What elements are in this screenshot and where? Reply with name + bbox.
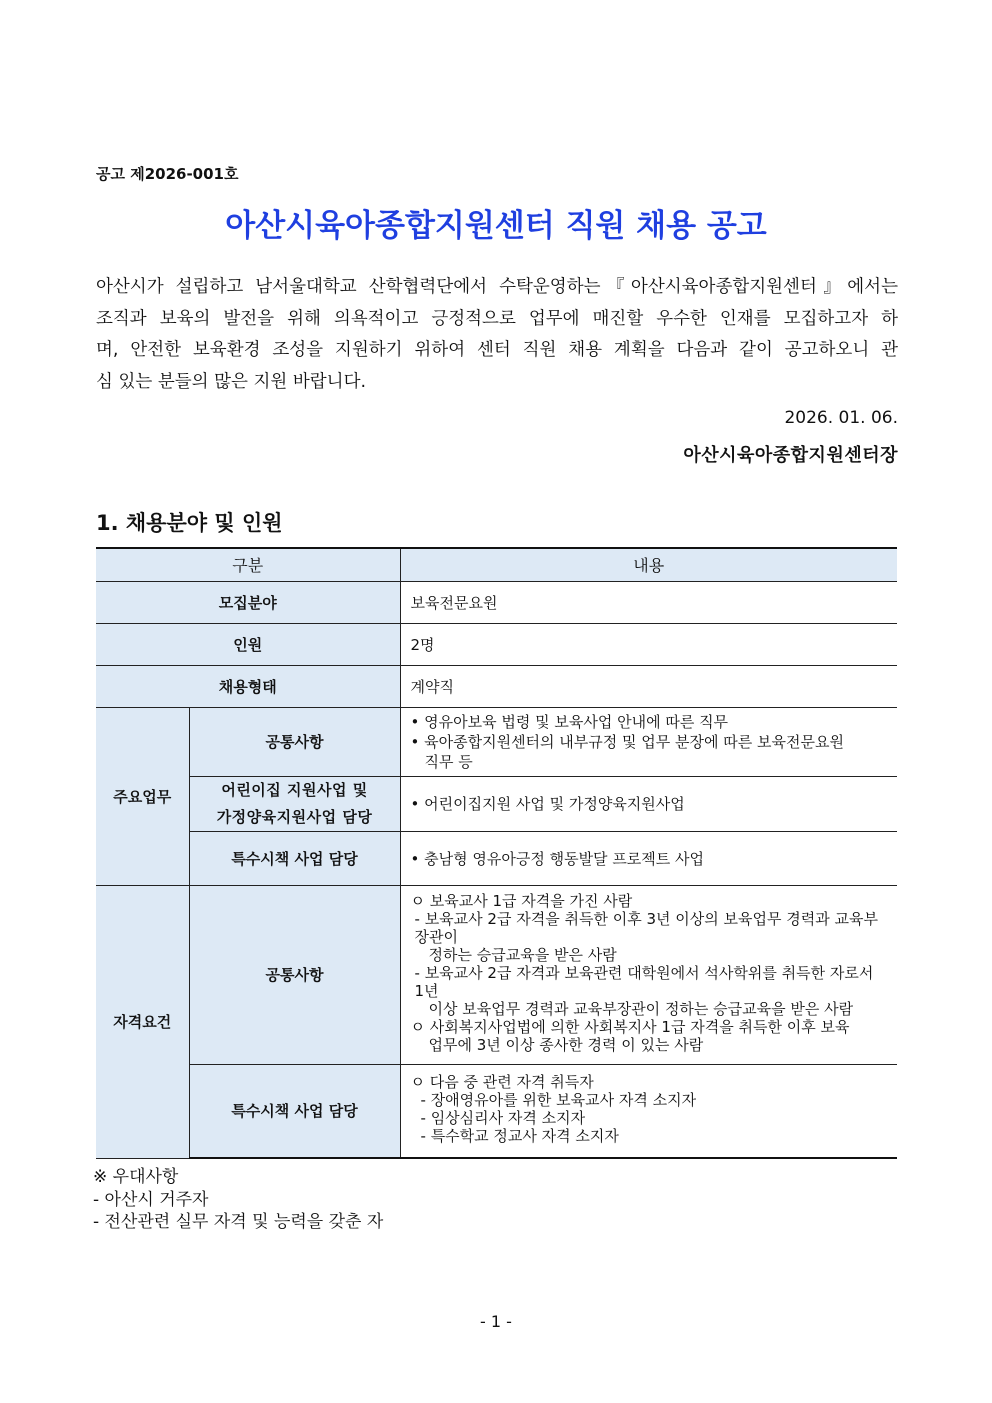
intro-line: 조직과 보육의 발전을 위해 의욕적이고 긍정적으로 업무에 매진할 우수한 인재를 모집하고자 하	[96, 308, 898, 329]
note-line: - 전산관련 실무 자격 및 능력을 갖춘 자	[93, 1212, 384, 1232]
duties-common-value	[400, 707, 897, 776]
list-item: ㅇ 사회복지사업법에 의한 사회복지사 1급 자격을 취득한 이후 보육	[410, 1017, 850, 1036]
list-item: ㅇ 보육교사 1급 자격을 가진 사람	[410, 891, 633, 910]
list-item: 정하는 승급교육을 받은 사람	[428, 945, 617, 964]
preference-notes	[93, 1166, 383, 1234]
employment-type-label: 채용형태	[96, 665, 400, 707]
note-line: - 아산시 거주자	[93, 1189, 209, 1210]
page-title: 아산시육아종합지원센터 직원 채용 공고	[225, 208, 767, 244]
label-line: 어린이집 지원사업 및	[221, 780, 368, 799]
header-content: 내용	[400, 548, 897, 581]
list-item: • 육아종합지원센터의 내부규정 및 업무 분장에 따른 보육전문요원	[410, 732, 844, 751]
recruit-field-label: 모집분야	[96, 581, 400, 623]
list-item: 직무 등	[424, 752, 473, 771]
list-item: - 보육교사 2급 자격과 보육관련 대학원에서 석사학위를 취득한 자로서 1년	[414, 963, 874, 1000]
intro-line: 심 있는 분들의 많은 지원 바랍니다.	[96, 371, 367, 392]
list-item: 업무에 3년 이상 종사한 경력 이 있는 사람	[428, 1035, 704, 1054]
list-item: - 특수학교 정교사 자격 소지자	[420, 1126, 619, 1145]
intro-paragraph	[96, 272, 898, 398]
list-item: - 임상심리사 자격 소지자	[420, 1108, 586, 1127]
signer: 아산시육아종합지원센터장	[683, 445, 898, 466]
announcement-date: 2026. 01. 06.	[784, 408, 898, 428]
recruit-field-value: 보육전문요원	[400, 581, 897, 623]
duties-special-label: 특수시책 사업 담당	[189, 831, 400, 885]
qual-special-value	[400, 1064, 897, 1158]
employment-type-value: 계약직	[400, 665, 897, 707]
list-item: • 영유아보육 법령 및 보육사업 안내에 따른 직무	[410, 712, 729, 731]
headcount-label: 인원	[96, 623, 400, 665]
duties-label: 주요업무	[96, 707, 189, 885]
qualifications-label: 자격요건	[96, 885, 189, 1158]
intro-line: 며, 안전한 보육환경 조성을 지원하기 위하여 센터 직원 채용 계획을 다음과 같이 공고하오니 관	[96, 340, 898, 360]
duties-special-value: • 충남형 영유아긍정 행동발달 프로젝트 사업	[400, 831, 897, 885]
header-category: 구분	[96, 548, 400, 581]
section-heading: 1. 채용분야 및 인원	[96, 511, 283, 535]
list-item: - 보육교사 2급 자격을 취득한 이후 3년 이상의 보육업무 경력과 교육부장관이	[414, 909, 878, 946]
list-item: 이상 보육업무 경력과 교육부장관이 정하는 승급교육을 받은 사람	[428, 999, 854, 1018]
qual-special-label: 특수시책 사업 담당	[189, 1064, 400, 1158]
duties-daycare-label	[189, 776, 400, 831]
notice-number: 공고 제2026-001호	[96, 165, 239, 183]
qual-common-value	[400, 885, 897, 1064]
duties-common-label: 공통사항	[189, 707, 400, 776]
duties-daycare-value: • 어린이집지원 사업 및 가정양육지원사업	[400, 776, 897, 831]
qual-common-label: 공통사항	[189, 885, 400, 1064]
label-line: 가정양육지원사업 담당	[216, 807, 373, 826]
headcount-value: 2명	[400, 623, 897, 665]
list-item: - 장애영유아를 위한 보육교사 자격 소지자	[420, 1090, 697, 1109]
intro-line: 아산시가 설립하고 남서울대학교 산학협력단에서 수탁운영하는『아산시육아종합지원센터』에서는	[96, 277, 898, 297]
page-number: - 1 -	[480, 1312, 512, 1331]
recruitment-table	[96, 547, 897, 1159]
list-item: ㅇ 다음 중 관련 자격 취득자	[410, 1072, 594, 1091]
note-line: ※ 우대사항	[93, 1167, 179, 1187]
